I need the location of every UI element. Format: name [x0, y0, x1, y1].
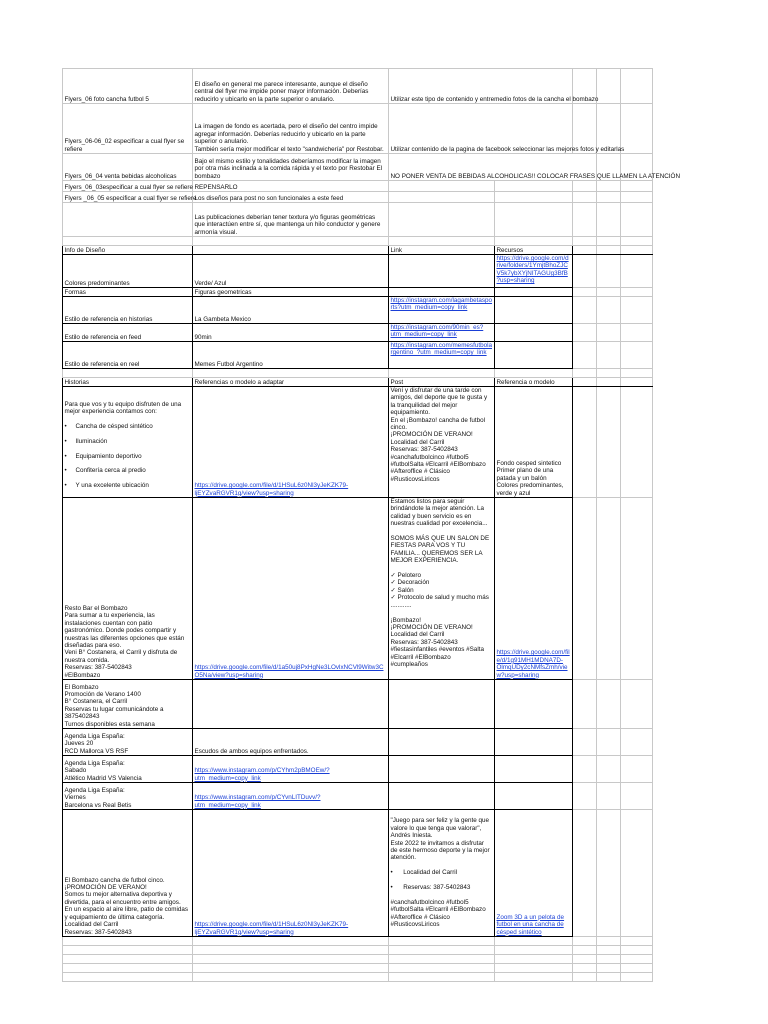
bullet-item: • Iluminación [64, 437, 108, 445]
story-cell[interactable]: Resto Bar el Bombazo Para sumar a tu experiencia, las instalaciones cuentan con patio gastronómico. Donde podes compartir y nuestras las diferentes opciones que están diseñadas para eso. Veni B° Costanera, el Carril y disfruta de nuestra comida. Reservas: 387-5402843 #ElBombazo [63, 498, 193, 680]
post-text[interactable]: Vení y disfrutar de una tarde con amigos, del deporte que te gusta y la tranquilidad del mejor equipamiento. En el ¡Bombazo! cancha de futbol cinco. ¡PROMOCIÓN DE VERANO! Localidad del Carril Reservas: 387-5402843 #canchafutbolcinco #futbol5 #futbolSalta #Elcarril #ElBombazo #Afteroffice # Clásico #RusticovsLiricos [389, 387, 495, 498]
flyer-name[interactable]: Flyers_06_03especificar a cual flyer se refiere [63, 181, 193, 192]
bullet-item: • Equipamiento deportivo [64, 452, 142, 460]
design-label: Estilo de referencia en feed [63, 324, 193, 342]
design-label: Estilo de referencia en historias [63, 297, 193, 324]
post-header: Post [389, 378, 495, 387]
bullet-item: • Confitería cerca al predio [64, 467, 146, 475]
story-cell[interactable]: El Bombazo Promoción de Verano 1400 B° Costanera, el Carril Reservas tu lugar comunicándote a 3875402843 Turnos disponibles esta semana [63, 680, 193, 729]
content-row [63, 810, 653, 937]
reference-link[interactable]: https://drive.google.com/file/d/1HSuL6z0Nl3yJeKZK79-ljEYZvaRGVR1g/view?usp=sharing [194, 482, 349, 497]
story-cell[interactable]: Agenda Liga España: Viernes Barcelona vs Real Betis [63, 783, 193, 810]
flyer-comment[interactable]: La imagen de fondo es acertada, pero el diseño del centro impide agregar información. Deberías reducirlo y ubicarlo en la parte superior o anulario. También sería mejor modificar el texto "sandwichería" por Restobar. [193, 104, 389, 154]
design-value[interactable]: Verde/ Azul [193, 255, 389, 288]
reference-link[interactable]: https://drive.google.com/file/d/1HSuL6z0Nl3yJeKZK79-ljEYZvaRGVR1g/view?usp=sharing [194, 921, 349, 936]
feedback-row [63, 154, 653, 181]
content-row [63, 783, 653, 810]
bullet-item: • Y una excelente ubicación [64, 482, 149, 490]
model-link[interactable]: Zoom 3D a un pelota de futbol en una cancha de césped sintético [496, 913, 565, 936]
bullet-item: • Cancha de césped sintético [64, 422, 153, 430]
design-label: Colores predominantes [63, 255, 193, 288]
reference-link[interactable]: https://drive.google.com/file/d/1a50uj8PxHgNe3LOvlxNCVl9Witw3CO5Na/view?usp=sharing [194, 664, 384, 679]
design-header: Info de Diseño [63, 246, 193, 255]
feedback-row [63, 181, 653, 192]
resource-link[interactable]: https://drive.google.com/drive/folders/1YmjtBhoZJCV5k7ybXYjNITAGUg3BfB?usp=sharing [496, 255, 569, 285]
design-label: Estilo de referencia en reel [63, 342, 193, 369]
spreadsheet [62, 68, 680, 982]
reference-link[interactable]: https://instagram.com/memesfutbolargentino_?utm_medium=copy_link [390, 342, 492, 357]
post-text[interactable]: Estamos listos para seguir brindándote la mejor atención. La calidad y buen servicio es en nuestras cualidad por excelencia... SOMOS MÁS QUE UN SALON DE FIESTAS PARA VOS Y TU FAMILIA... QUEREMOS SER LA MEJOR EXPERIENCIA. ✓ Pelotero ✓ Decoración ✓ Salón ✓ Protocolo de salud y mucho más ............ ¡Bombazo! ¡PROMOCIÓN DE VERANO! Localidad del Carril Reservas: 387-5402843 #fiestasinfantiles #eventos #Salta #Elcarril #ElBombazo #cumpleaños [389, 498, 495, 680]
content-row [63, 498, 653, 680]
link-header: Link [389, 246, 495, 255]
story-cell[interactable]: Para que vos y tu equipo disfruten de una mejor experiencia contamos con: • Cancha de césped sintético • Iluminación • Equipamiento deportivo • Confitería cerca al predio • Y una excelente ubicación [63, 387, 193, 498]
feedback-row [63, 69, 653, 104]
flyer-action[interactable]: Utilizar este tipo de contenido y entremedio fotos de la cancha el bombazo [389, 69, 573, 104]
flyer-comment[interactable]: Los diseños para post no son funcionales a este feed [193, 192, 389, 203]
reference-link[interactable]: https://instagram.com/90min_es?utm_medium=copy_link [390, 324, 484, 339]
feedback-row [63, 104, 653, 154]
flyer-name[interactable]: Flyers_06-06_02 especificar a cual flyer se refiere [63, 104, 193, 154]
post-text[interactable]: "Juego para ser feliz y la gente que valore lo que tenga que valorar", Andrés Iniesta. Este 2022 te invitamos a disfrutar de este hermoso deporte y la mejor atención. • Localidad del Carril • Reservas: 387-5402843 #canchafutbolcinco #futbol5 #futbolSalta #Elcarril #ElBombazo #Afteroffice # Clásico #RusticovsLiricos [389, 810, 495, 937]
design-value[interactable]: La Gambeta Mexico [193, 297, 389, 324]
design-row [63, 342, 653, 369]
flyer-name[interactable]: Flyers _06_05 especificar a cual flyer se refiere [63, 192, 193, 203]
story-cell[interactable]: El Bombazo cancha de futbol cinco. ¡PROMOCIÓN DE VERANO! Somos tu mejor alternativa deportiva y divertida, para el encuentro entre amigos. En un espacio al aire libre, patio de comidas y equipamiento de última categoría. Localidad del Carril Reservas: 387-5402843 [63, 810, 193, 937]
design-row [63, 255, 653, 288]
content-row [63, 729, 653, 756]
story-cell[interactable]: Agenda Liga España: Jueves 20 RCD Mallorca VS RSF [63, 729, 193, 756]
content-row [63, 387, 653, 498]
design-row [63, 297, 653, 324]
flyer-comment[interactable]: Las publicaciones deberían tener textura y/o figuras geométricas que interactúen entre sí, que mantenga un hilo conductor y genere armonía visual. [193, 203, 389, 237]
model-link[interactable]: https://drive.google.com/file/d/1g91MH1MDNA7D-OlmqUDy2cNMfsZmh/view?usp=sharing [496, 649, 570, 679]
reference-text[interactable]: Escudos de ambos equipos enfrentados. [193, 729, 389, 756]
content-row [63, 680, 653, 729]
flyer-comment[interactable]: El diseño en general me parece interesante, aunque el diseño central del flyer me impide poner mayor información. Deberías reducirlo y ubicarlo en la parte superior o anulario. [193, 69, 389, 104]
reference-link[interactable]: https://www.instagram.com/p/CYvnLITDuvv/?utm_medium=copy_link [194, 794, 321, 809]
design-header-row [63, 246, 653, 255]
flyer-comment[interactable]: REPENSARLO [193, 181, 389, 192]
feedback-row [63, 192, 653, 203]
bullet-item: • Reservas: 387-5402843 [390, 884, 471, 892]
design-value[interactable]: Memes Futbol Argentino [193, 342, 389, 369]
content-row [63, 756, 653, 783]
design-row [63, 288, 653, 297]
stories-header: Historias [63, 378, 193, 387]
flyer-name[interactable]: Flyers_06_04 venta bebidas alcoholicas [63, 154, 193, 181]
design-row [63, 324, 653, 342]
reference-link[interactable]: https://instagram.com/lagambetasports?utm_medium=copy_link [390, 297, 493, 312]
flyer-action[interactable]: NO PONER VENTA DE BEBIDAS ALCOHOLICAS!! COLOCAR FRASES QUE LLAMEN LA ATENCIÓN [389, 154, 597, 181]
flyer-name[interactable]: Flyers_06 foto cancha futbol 5 [63, 69, 193, 104]
flyer-comment[interactable]: Bajo el mismo estilo y tonalidades deberíamos modificar la imagen por otra más inclinada a la comida rápida y el texto por Restobar El bombazo [193, 154, 389, 181]
flyer-action[interactable]: Utilizar contenido de la pagina de facebook seleccionar las mejores fotos y editarlas [389, 104, 573, 154]
design-label: Formas [63, 288, 193, 297]
model-text[interactable]: Fondo cesped sintetico Primer plano de una patada y un balón Colores predominantes, verde y azul [495, 387, 573, 498]
resources-header: Recursos [495, 246, 573, 255]
design-value[interactable]: 90min [193, 324, 389, 342]
model-header: Referencia o modelo [495, 378, 573, 387]
feedback-row [63, 203, 653, 237]
story-cell[interactable]: Agenda Liga España: Sabado Atlético Madrid VS Valencia [63, 756, 193, 783]
content-header-row [63, 378, 653, 387]
design-value[interactable]: Figuras geometricas [193, 288, 389, 297]
bullet-item: • Localidad del Carril [390, 869, 458, 877]
reference-link[interactable]: https://www.instagram.com/p/CYhm2pBMOEw/?utm_medium=copy_link [194, 767, 330, 782]
references-header: Referencias o modelo a adaptar [193, 378, 389, 387]
